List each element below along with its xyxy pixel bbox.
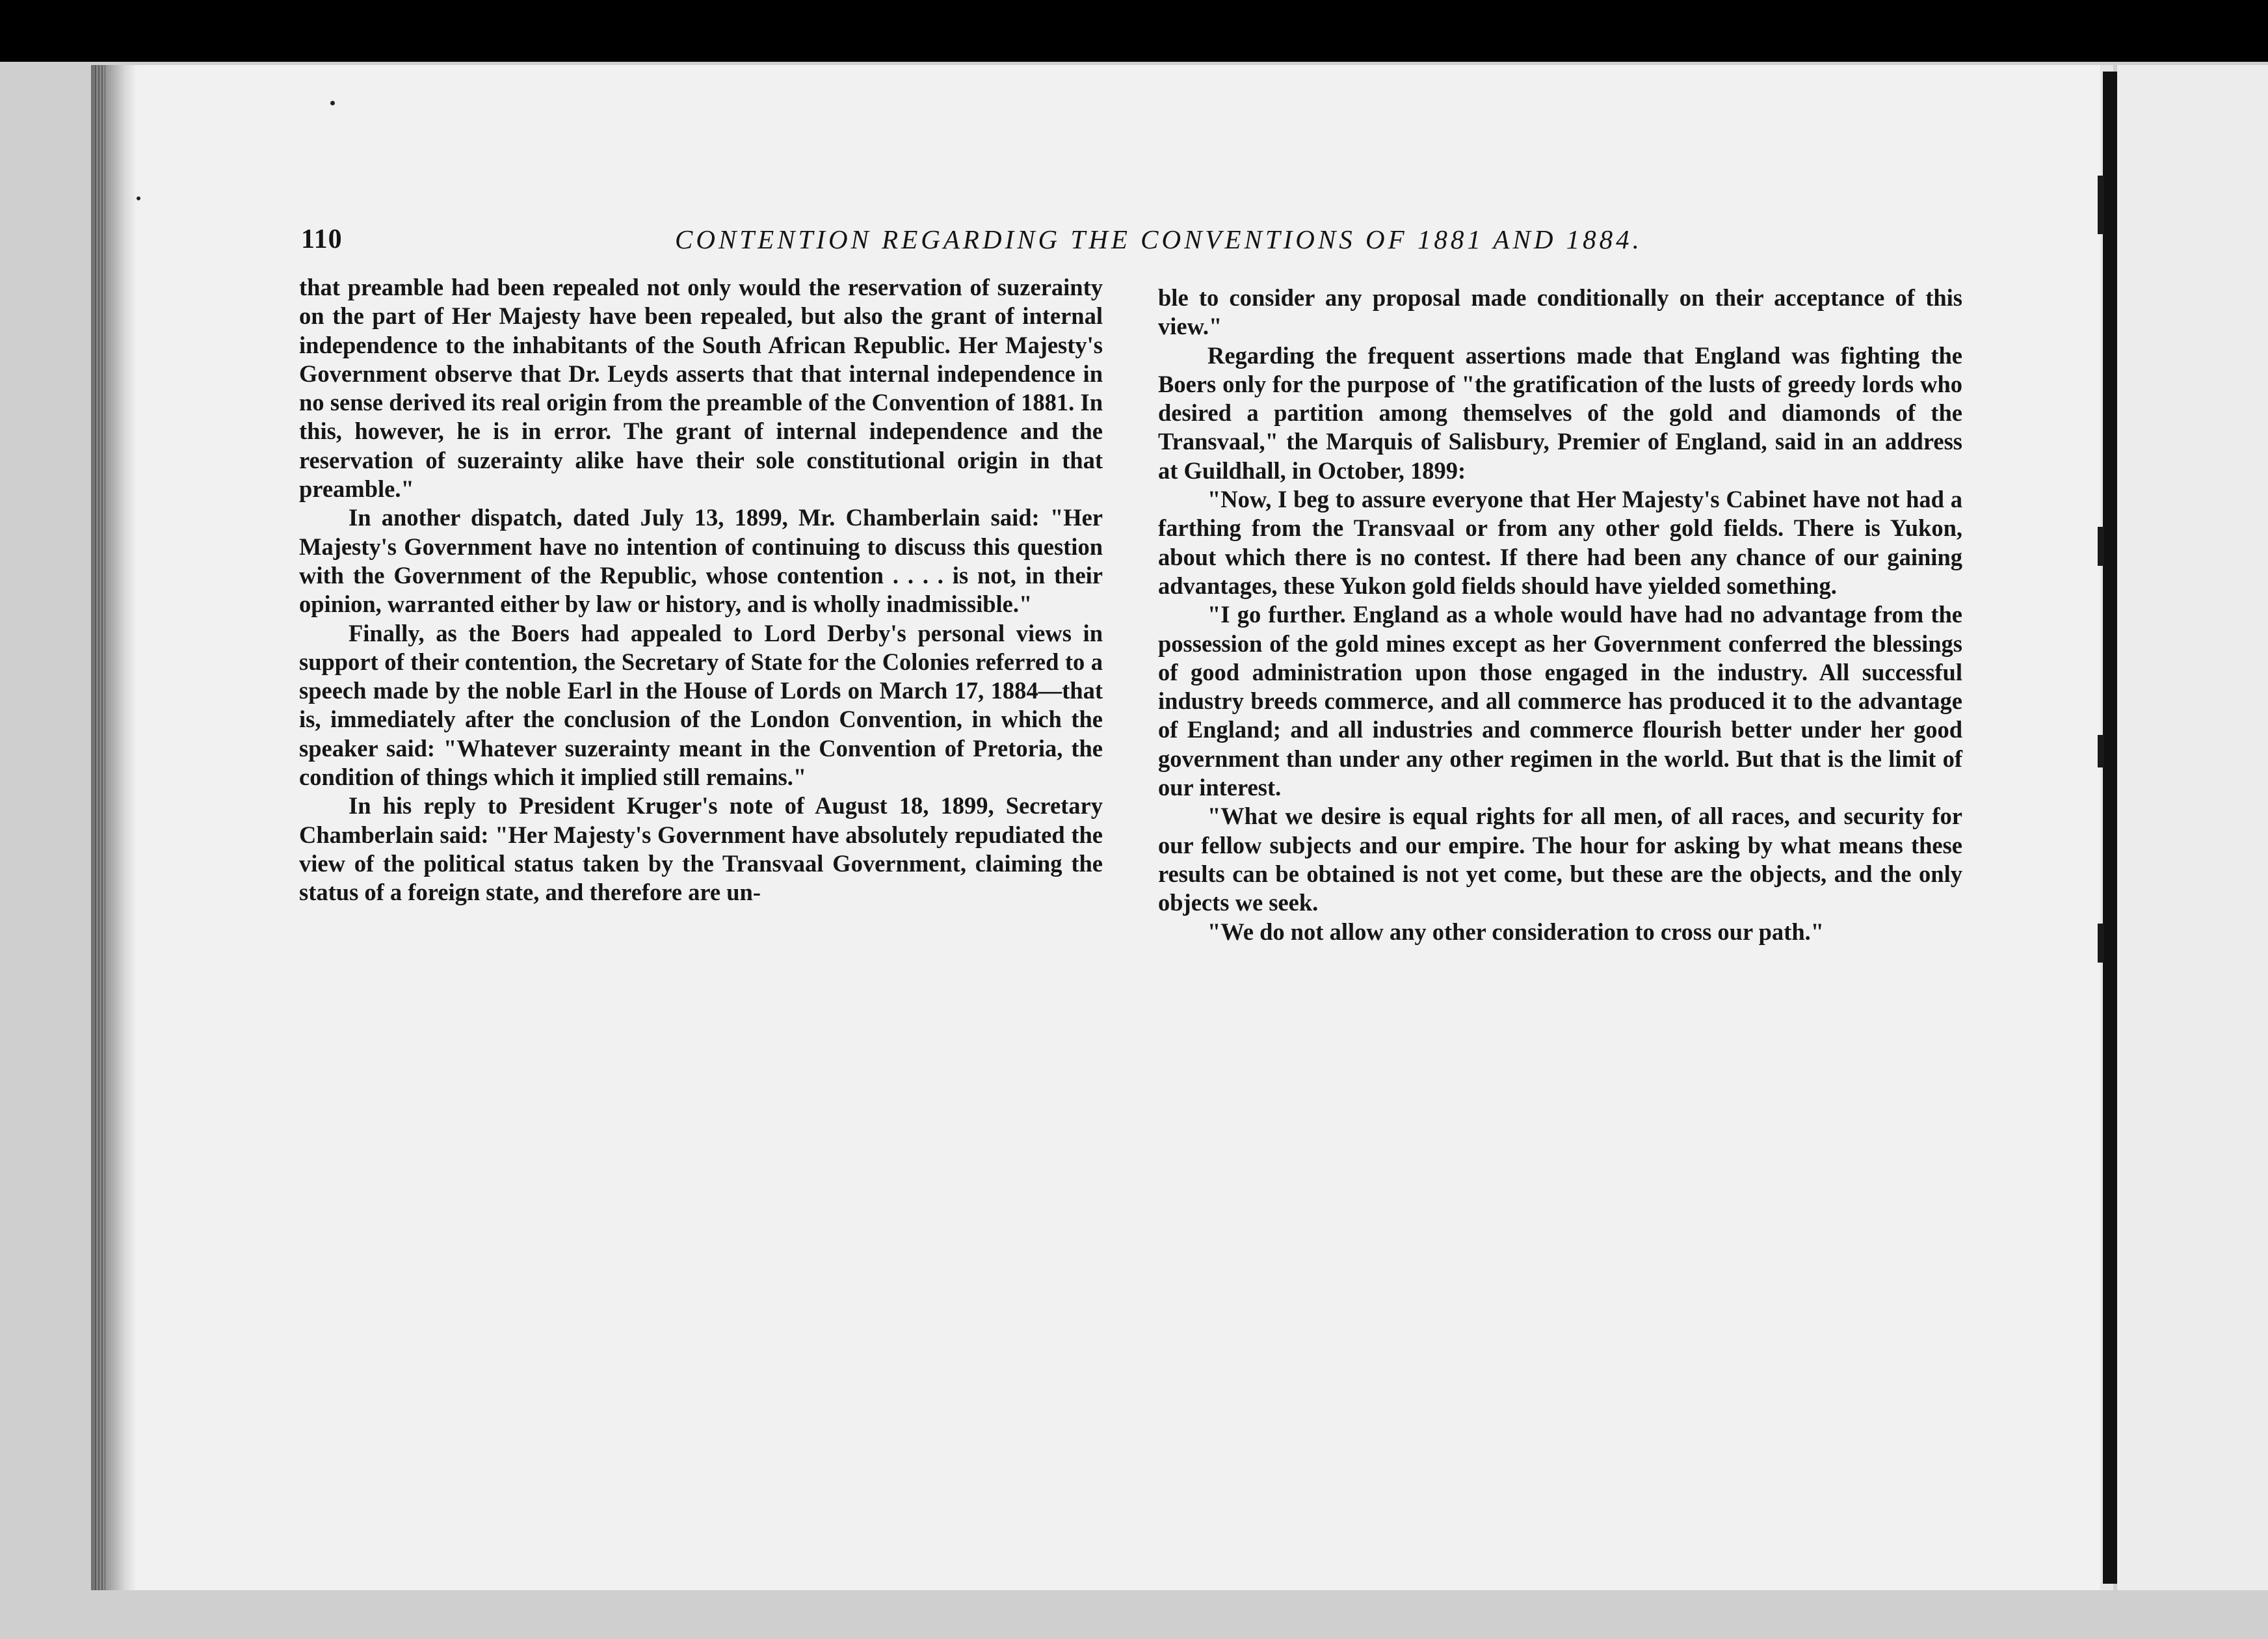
paragraph: "We do not allow any other consideration to cross our path." [1207, 918, 1825, 945]
speck [137, 196, 140, 200]
paragraph: "Now, I beg to assure everyone that Her Majesty's Cabinet have not had a farthing from the Transvaal or from any other gold fields. There is Yukon, about which there is no contest. If there had been any chance of our gaining advantages, these Yukon gold fields should have yielded something. [1158, 486, 1962, 599]
paragraph: "What we desire is equal rights for all men, of all races, and security for our fellow subjects and our empire. The hour for asking by what means these results can be obtained is not yet come, but these are the objects, and the only objects we seek. [1158, 803, 1962, 916]
edge-mark [2098, 176, 2104, 234]
paragraph: "I go further. England as a whole would have had no advantage from the possession of the gold mines except as her Government conferred the blessings of good administration upon those engaged in the industry. All successful industry breeds commerce, and all commerce has produced it to the advantage of England; and all industries and commerce flourish better under her good government than under any other regimen in the world. But that is the limit of our interest. [1158, 601, 1962, 801]
page-number: 110 [301, 224, 343, 254]
paragraph: that preamble had been repealed not only would the reservation of suzerainty on the part of Her Majesty have been repealed, but also the grant of internal independence to the inhabitants of the South African Republic. Her Majesty's Government observe that Dr. Leyds asserts that that internal independence in no sense derived its real origin from the preamble of the Convention of 1881. In this, however, he is in error. The grant of internal independence and the reservation of suzerainty alike have their sole constitutional origin in that preamble." [299, 274, 1103, 503]
left-column [299, 273, 1103, 907]
running-title: CONTENTION REGARDING THE CONVENTIONS OF 1881 AND 1884. [675, 224, 1642, 254]
facing-page [2117, 65, 2268, 1590]
paragraph: ble to consider any proposal made conditionally on their acceptance of this view." [1158, 284, 1962, 340]
page-edge-lines [95, 65, 105, 1590]
paragraph: Finally, as the Boers had appealed to Lord Derby's personal views in support of their contention, the Secretary of State for the Colonies referred to a speech made by the noble Earl in the House of Lords on March 17, 1884—that is, immediately after the conclusion of the London Convention, in which the speaker said: "Whatever suzerainty meant in the Convention of Pretoria, the condition of things which it implied still remains." [299, 619, 1103, 791]
edge-mark [2098, 735, 2104, 767]
paragraph: Regarding the frequent assertions made that England was fighting the Boers only for the purpose of "the gratification of the lusts of greedy lords who desired a partition among themselves of the gold and diamonds of the Transvaal," the Marquis of Salisbury, Premier of England, said in an address at Guildhall, in October, 1899: [1158, 341, 1962, 484]
right-column [1158, 284, 1962, 946]
running-head [301, 224, 1966, 263]
edge-mark [2098, 527, 2104, 566]
paragraph: In another dispatch, dated July 13, 1899, Mr. Chamberlain said: "Her Majesty's Government have no intention of continuing to discuss this question with the Government of the Republic, whose contention . . . . is not, in their opinion, warranted either by law or history, and is wholly inadmissible." [299, 504, 1103, 618]
paragraph: In his reply to President Kruger's note of August 18, 1899, Secretary Chamberlain said: "Her Majesty's Government have absolutely repudiated the view of the political status taken by the Transvaal Government, claiming the status of a foreign state, and therefore are un- [299, 792, 1103, 906]
edge-mark [2098, 924, 2104, 963]
binding-edge [2103, 72, 2117, 1584]
speck [330, 101, 335, 105]
